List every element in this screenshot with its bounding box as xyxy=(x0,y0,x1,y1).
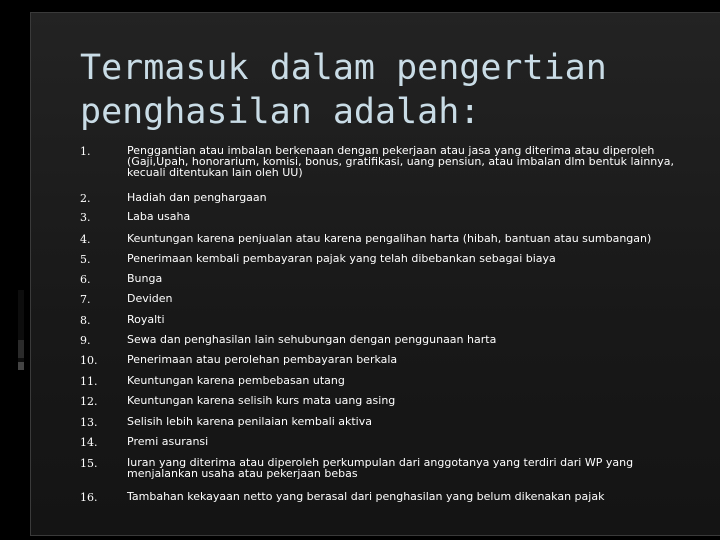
list-item-text: Keuntungan karena pembebasan utang xyxy=(127,374,345,387)
list-item-text: Laba usaha xyxy=(127,210,191,223)
list-item-number: 5. xyxy=(80,253,91,266)
list-item-number: 7. xyxy=(80,293,91,306)
list-item-text: Deviden xyxy=(127,292,173,305)
list-item-number: 13. xyxy=(80,416,98,429)
list-item-number: 4. xyxy=(80,233,91,246)
list-item-number: 10. xyxy=(80,354,98,367)
list-item-number: 16. xyxy=(80,491,98,504)
list-item-number: 2. xyxy=(80,192,91,205)
list-item-text: Penerimaan atau perolehan pembayaran berkala xyxy=(127,353,398,366)
slide-title: Termasuk dalam pengertian penghasilan adalah: xyxy=(80,48,607,132)
list-item-text: Keuntungan karena penjualan atau karena pengalihan harta (hibah, bantuan atau sumbangan) xyxy=(127,232,652,245)
list-item-text: Tambahan kekayaan netto yang berasal dari penghasilan yang belum dikenakan pajak xyxy=(127,490,605,503)
list-item-number: 12. xyxy=(80,395,98,408)
list-item-number: 8. xyxy=(80,314,91,327)
list-item-number: 9. xyxy=(80,334,91,347)
list-item-number: 6. xyxy=(80,273,91,286)
list-item-text: Penerimaan kembali pembayaran pajak yang telah dibebankan sebagai biaya xyxy=(127,252,556,265)
list-item-text: Selisih lebih karena penilaian kembali aktiva xyxy=(127,415,372,428)
list-item-number: 1. xyxy=(80,145,91,158)
list-item-number: 14. xyxy=(80,436,98,449)
list-item-text: Iuran yang diterima atau diperoleh perkumpulan dari anggotanya yang terdiri dari WP yang menjalankan usaha atau pekerjaan bebas xyxy=(127,456,634,480)
list-item-text: Bunga xyxy=(127,272,163,285)
list-item-text: Sewa dan penghasilan lain sehubungan dengan penggunaan harta xyxy=(127,333,497,346)
list-item-text: Royalti xyxy=(127,313,165,326)
list-item-text: Premi asuransi xyxy=(127,435,209,448)
list-item-text: Penggantian atau imbalan berkenaan dengan pekerjaan atau jasa yang diterima atau diperoleh (Gaji,Upah, honorarium, komisi, bonus, gratifikasi, uang pensiun, atau imbalan dlm bentuk lainnya, kecuali ditentukan lain oleh UU) xyxy=(127,144,675,179)
list-item-text: Hadiah dan penghargaan xyxy=(127,191,267,204)
list-item-text: Keuntungan karena selisih kurs mata uang asing xyxy=(127,394,396,407)
list-item-number: 3. xyxy=(80,211,91,224)
list-item-number: 15. xyxy=(80,457,98,470)
list-item-number: 11. xyxy=(80,375,98,388)
